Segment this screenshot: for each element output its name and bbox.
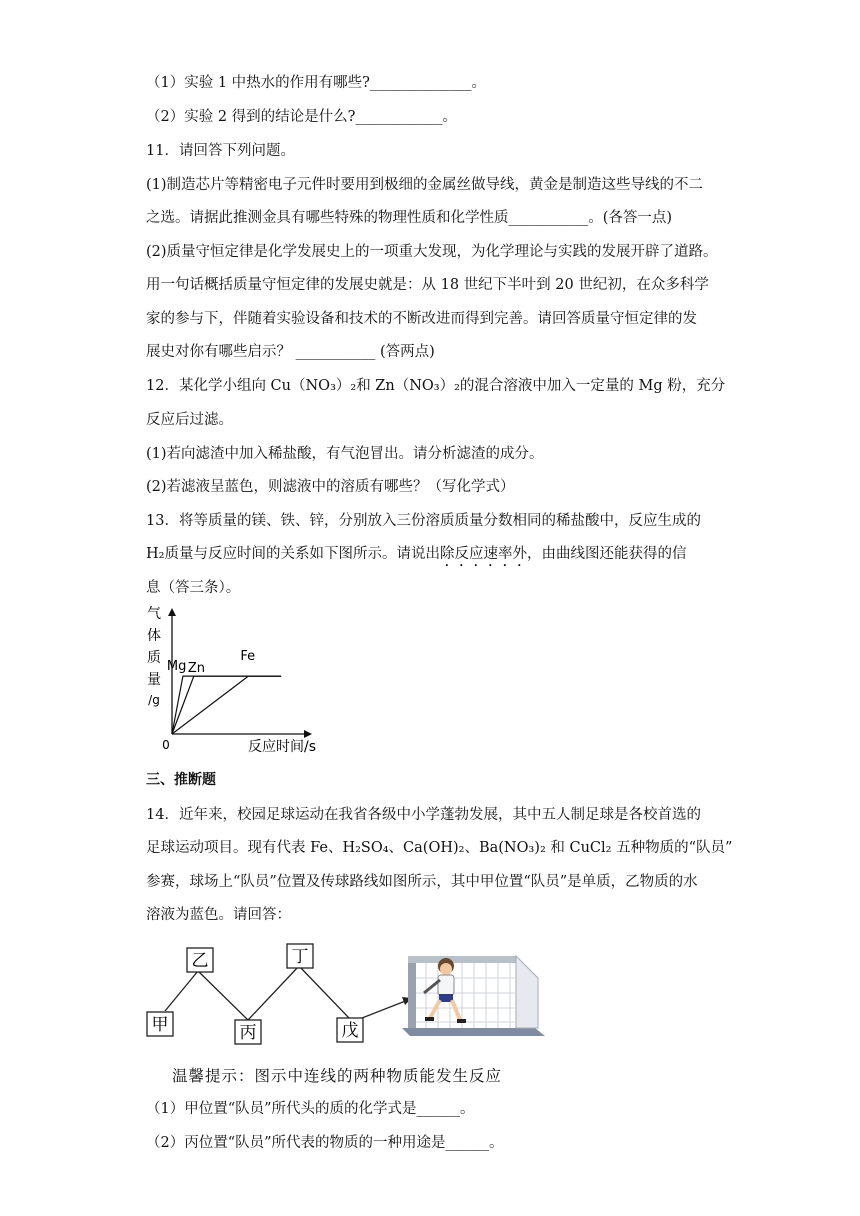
- q12-line1: 12．某化学小组向 Cu（NO₃）₂和 Zn（NO₃）₂的混合溶液中加入一定量的 Mg 粉，充分: [146, 378, 726, 394]
- series-line-fe: [172, 676, 281, 734]
- q13-line3: 息（答三条）。: [146, 580, 241, 596]
- q14-line1: 14．近年来，校园足球运动在我省各级中小学蓬勃发展，其中五人制足球是各校首选的: [146, 807, 701, 823]
- q13-line1: 13．将等质量的镁、铁、锌，分别放入三份溶质质量分数相同的稀盐酸中，反应生成的: [146, 513, 701, 529]
- q10-sub1: （1）实验 1 中热水的作用有哪些?______________。: [146, 75, 486, 91]
- x-axis-label: 反应时间/s: [247, 739, 317, 755]
- q11-title: 11．请回答下列问题。: [146, 143, 295, 159]
- q11-part2-line2: 用一句话概括质量守恒定律的发展史就是：从 18 世纪下半叶到 20 世纪初，在众多科学: [146, 277, 709, 293]
- link-ding-wu: [299, 966, 349, 1018]
- q13-line2-start: H₂质量与反应时间的关系如下图所示。请说出: [146, 546, 440, 562]
- q11-part2-line3: 家的参与下，伴随着实验设备和技术的不断改进而得到完善。请回答质量守恒定律的发: [146, 311, 697, 327]
- gas-mass-chart: [140, 606, 320, 756]
- series-label-mg: Mg: [166, 659, 187, 675]
- link-yi-bing: [198, 971, 248, 1020]
- q11-part1-line2: 之选。请据此推测金具有哪些特殊的物理性质和化学性质___________。(各答一点): [146, 210, 673, 226]
- q14-line2: 足球运动项目。现有代表 Fe、H₂SO₄、Ca(OH)₂、Ba(NO₃)₂ 和 CuCl₂ 五种物质的“队员”: [146, 840, 733, 856]
- y-axis-arrow: [168, 608, 176, 616]
- q11-part2-line1: (2)质量守恒定律是化学发展史上的一项重大发现，为化学理论与实践的发展开辟了道路。: [146, 244, 718, 260]
- label-yi: 乙: [191, 951, 209, 971]
- link-bing-ding: [248, 966, 299, 1020]
- series-label-fe: Fe: [240, 649, 256, 665]
- series-label-zn: Zn: [187, 661, 205, 677]
- pass-to-goal-arrow: [362, 1000, 408, 1018]
- series-line-mg: [172, 676, 281, 734]
- box-yi: [187, 948, 213, 972]
- box-jia: [147, 1012, 173, 1036]
- q10-sub2: （2）实验 2 得到的结论是什么?____________。: [146, 109, 457, 125]
- q11-part1-line1: (1)制造芯片等精密电子元件时要用到极细的金属丝做导线，黄金是制造这些导线的不二: [146, 177, 704, 193]
- y-axis-label: 气体质量/g: [147, 606, 161, 707]
- q11-part2-line4: 展史对你有哪些启示？ ___________ (答两点): [146, 344, 435, 360]
- box-ding: [287, 944, 313, 968]
- q12-line2: 反应后过滤。: [146, 412, 233, 428]
- q13-line2-end: ，由曲线图还能获得的信: [526, 546, 687, 562]
- q13-line2: [146, 544, 686, 570]
- label-jia: 甲: [151, 1015, 169, 1035]
- q14-sub1: （1）甲位置“队员”所代头的质的化学式是______。: [146, 1101, 475, 1117]
- q14-line3: 参赛，球场上“队员”位置及传球路线如图所示，其中甲位置“队员”是单质，乙物质的水: [146, 874, 698, 890]
- q13-emphasis: 除反应速率外: [439, 546, 527, 562]
- q14-line4: 溶液为蓝色。请回答：: [146, 907, 291, 923]
- origin-label: 0: [162, 738, 170, 752]
- x-axis-arrow: [304, 730, 312, 738]
- box-wu: [337, 1018, 363, 1042]
- goalkeeper-illustration: [402, 956, 545, 1036]
- diagram-hint: 温馨提示：图示中连线的两种物质能发生反应: [172, 1067, 503, 1085]
- q14-sub2: （2）丙位置“队员”所代表的物质的一种用途是______。: [146, 1135, 504, 1151]
- section-title: 三、推断题: [146, 772, 216, 788]
- label-ding: 丁: [291, 947, 309, 967]
- link-jia-yi: [165, 971, 198, 1011]
- label-bing: 丙: [239, 1023, 257, 1043]
- q12-part1: (1)若向滤渣中加入稀盐酸，有气泡冒出。请分析滤渣的成分。: [146, 446, 544, 462]
- q12-part2: (2)若滤液呈蓝色，则滤液中的溶质有哪些？（写化学式）: [146, 479, 515, 495]
- box-bing: [235, 1020, 261, 1044]
- label-wu: 戊: [341, 1021, 359, 1041]
- series-line-zn: [172, 676, 281, 734]
